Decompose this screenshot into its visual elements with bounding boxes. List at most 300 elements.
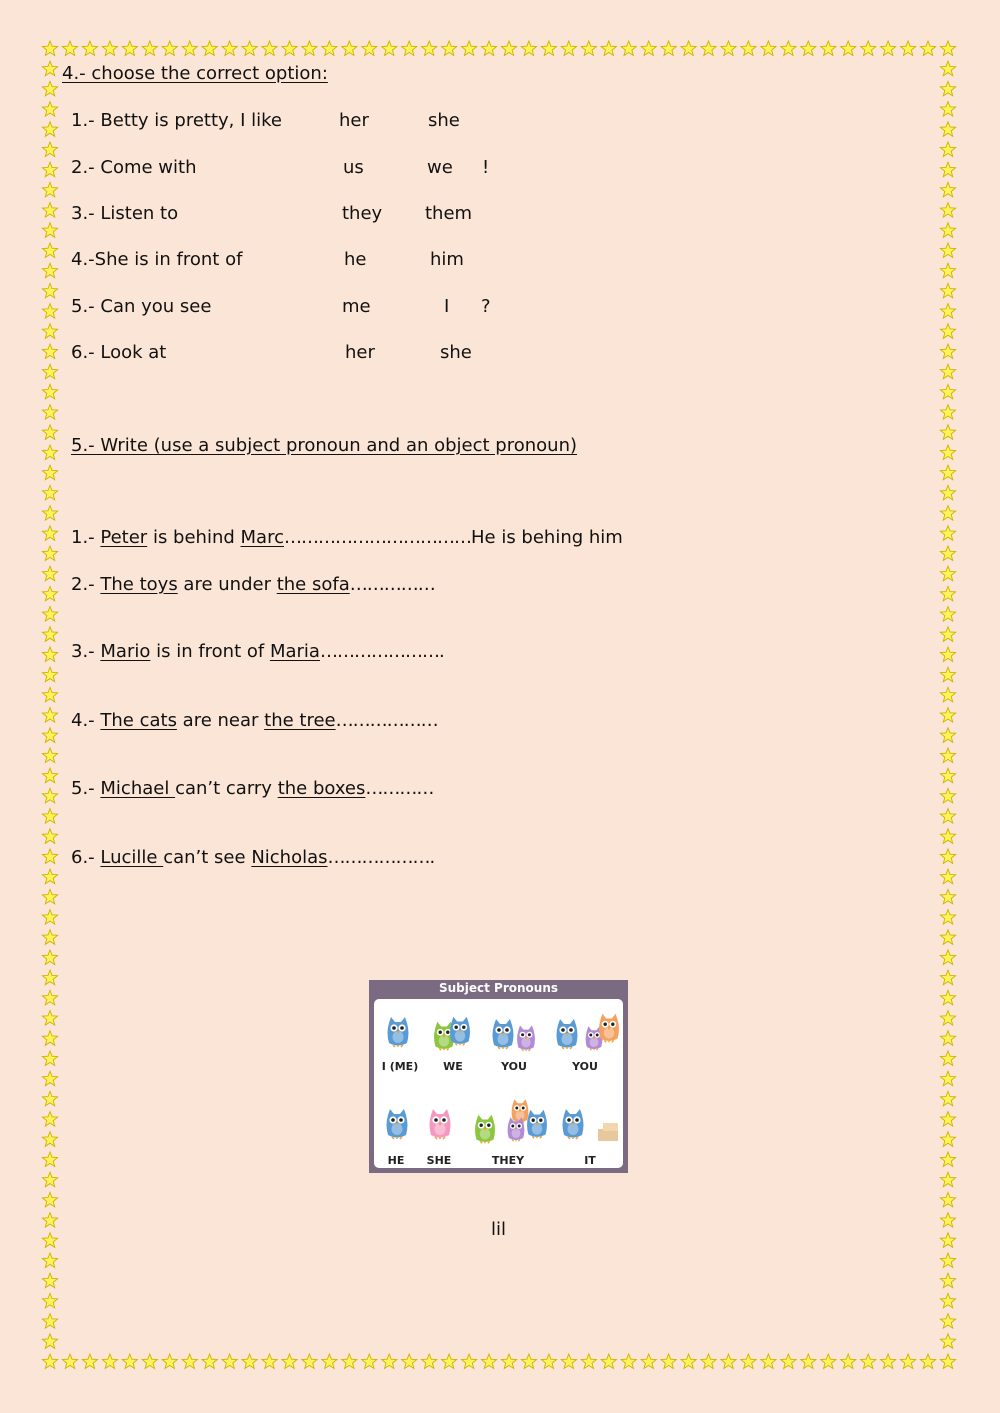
item-middle: is behind (147, 527, 241, 548)
star-icon (42, 1233, 57, 1248)
star-icon (940, 1293, 955, 1308)
subject-phrase: Michael (100, 778, 176, 799)
star-icon (581, 41, 596, 56)
star-icon (561, 1354, 576, 1369)
section5-item (71, 641, 444, 663)
answer-dots[interactable]: ……………… (335, 710, 438, 731)
item-number: 5.- (71, 778, 101, 799)
subject-pronouns-chart (369, 980, 628, 1173)
star-icon (42, 970, 57, 985)
owl-they-icon (475, 1115, 495, 1144)
star-icon (940, 910, 955, 925)
star-icon (42, 445, 57, 460)
star-icon (42, 425, 57, 440)
item-number: 6.- (71, 847, 101, 868)
item-prompt: 3.- Listen to (71, 203, 179, 224)
star-icon (940, 1152, 955, 1167)
section5-item (71, 847, 434, 869)
star-icon (42, 283, 57, 298)
star-icon (42, 708, 57, 723)
star-icon (42, 809, 57, 824)
star-icon (940, 829, 955, 844)
option-1[interactable]: me (342, 296, 371, 317)
star-icon (940, 788, 955, 803)
star-icon (402, 1354, 417, 1369)
star-icon (42, 243, 57, 258)
star-icon (920, 41, 935, 56)
star-icon (162, 1354, 177, 1369)
star-icon (940, 283, 955, 298)
star-icon (122, 1354, 137, 1369)
star-icon (122, 41, 137, 56)
star-icon (781, 1354, 796, 1369)
star-icon (940, 102, 955, 117)
item-middle: are under (177, 574, 277, 595)
option-2[interactable]: I (444, 296, 450, 317)
star-icon (940, 566, 955, 581)
star-icon (940, 506, 955, 520)
subject-phrase: Lucille (100, 847, 164, 868)
star-icon (561, 41, 576, 56)
answer-dots[interactable]: …………………. (319, 641, 444, 662)
option-1[interactable]: us (343, 157, 364, 178)
star-icon (940, 1031, 955, 1046)
star-icon (940, 344, 955, 359)
option-2[interactable]: him (430, 249, 464, 270)
star-icon (202, 41, 217, 56)
star-icon (481, 41, 496, 56)
section5-item (71, 710, 438, 732)
star-icon (62, 41, 77, 56)
star-icon (661, 1354, 676, 1369)
star-icon (42, 566, 57, 581)
pronoun-label: YOU (501, 1060, 527, 1073)
star-icon (801, 41, 816, 56)
star-icon (621, 41, 636, 56)
option-2[interactable]: she (428, 110, 460, 131)
star-icon (42, 768, 57, 783)
star-icon (841, 41, 856, 56)
star-icon (940, 1273, 955, 1288)
object-phrase: Marc (240, 527, 284, 548)
star-icon (940, 364, 955, 379)
star-icon (42, 81, 57, 96)
item-middle: are near (176, 710, 265, 731)
star-icon (42, 344, 57, 359)
item-prompt: 4.-She is in front of (71, 249, 243, 270)
chart-panel (374, 999, 623, 1168)
star-icon (42, 1172, 57, 1187)
star-icon (42, 364, 57, 379)
star-icon (442, 1354, 457, 1369)
star-icon (781, 41, 796, 56)
star-icon (940, 1192, 955, 1207)
star-icon (581, 1354, 596, 1369)
star-icon (262, 41, 277, 56)
star-icon (821, 41, 836, 56)
star-icon (721, 1354, 736, 1369)
star-icon (42, 1293, 57, 1308)
section5-heading: 5.- Write (use a subject pronoun and an object pronoun) (71, 435, 577, 456)
star-icon (262, 1354, 277, 1369)
star-icon (920, 1354, 935, 1369)
item-middle: can’t see (163, 847, 252, 868)
object-phrase: the tree (264, 710, 336, 731)
star-icon (42, 41, 57, 56)
star-icon (42, 687, 57, 702)
star-icon (940, 1071, 955, 1086)
star-icon (641, 41, 656, 56)
star-icon (42, 728, 57, 743)
star-icon (42, 405, 57, 420)
star-icon (940, 647, 955, 662)
star-icon (42, 182, 57, 197)
star-icon (302, 1354, 317, 1369)
star-icon (42, 1334, 57, 1349)
owl-you-icon (493, 1019, 514, 1049)
star-icon (940, 667, 955, 682)
star-icon (42, 1031, 57, 1046)
star-icon (940, 203, 955, 218)
star-icon (242, 1354, 257, 1369)
footer-text: lil (491, 1219, 507, 1240)
option-2[interactable]: them (425, 203, 473, 224)
item-ending: ? (481, 296, 491, 317)
star-icon (142, 41, 157, 56)
star-icon (322, 1354, 337, 1369)
star-icon (681, 41, 696, 56)
star-icon (741, 41, 756, 56)
star-icon (940, 768, 955, 783)
star-icon (940, 384, 955, 399)
star-icon (881, 41, 896, 56)
option-1[interactable]: they (342, 203, 383, 224)
star-icon (142, 1354, 157, 1369)
star-icon (521, 1354, 536, 1369)
pronoun-label: HE (387, 1154, 405, 1167)
star-icon (940, 425, 955, 440)
owl-they-icon (527, 1110, 547, 1139)
star-icon (881, 1354, 896, 1369)
star-icon (42, 61, 57, 75)
object-phrase: Maria (269, 641, 320, 662)
star-icon (42, 485, 57, 500)
item-prompt: 5.- Can you see (71, 296, 212, 317)
star-icon (940, 61, 955, 75)
star-icon (940, 546, 955, 561)
star-icon (940, 465, 955, 480)
star-icon (940, 1233, 955, 1248)
pronoun-label: YOU (572, 1060, 598, 1073)
item-number: 4.- (71, 710, 101, 731)
star-icon (940, 1172, 955, 1187)
star-icon (42, 263, 57, 278)
star-icon (462, 1354, 477, 1369)
answer-dots[interactable]: ………… (365, 778, 434, 799)
star-icon (42, 122, 57, 137)
star-icon (42, 1273, 57, 1288)
option-2[interactable]: we (427, 157, 453, 178)
answer-dots[interactable]: ………………. (327, 847, 435, 868)
star-icon (621, 1354, 636, 1369)
star-icon (182, 1354, 197, 1369)
star-icon (681, 1354, 696, 1369)
answer-text[interactable]: He is behing him (470, 527, 623, 548)
item-prompt: 2.- Come with (71, 157, 197, 178)
pronoun-label: IT (584, 1154, 596, 1167)
item-ending: ! (482, 157, 490, 178)
star-icon (282, 41, 297, 56)
section5-item (71, 527, 623, 549)
owl-i-icon (388, 1017, 409, 1047)
star-icon (402, 41, 417, 56)
star-icon (940, 748, 955, 763)
section4-heading: 4.- choose the correct option: (62, 63, 328, 84)
star-icon (42, 627, 57, 642)
star-icon (42, 667, 57, 682)
pronoun-label: I (ME) (381, 1060, 419, 1073)
star-icon (940, 263, 955, 278)
star-icon (42, 607, 57, 622)
star-icon (501, 1354, 516, 1369)
star-icon (940, 607, 955, 622)
star-icon (940, 586, 955, 601)
star-icon (42, 950, 57, 965)
star-icon (42, 930, 57, 945)
star-icon (861, 1354, 876, 1369)
star-icon (940, 405, 955, 420)
star-icon (861, 41, 876, 56)
star-icon (940, 243, 955, 258)
star-icon (42, 849, 57, 864)
star-icon (761, 1354, 776, 1369)
star-icon (42, 1011, 57, 1026)
star-icon (940, 142, 955, 157)
star-icon (102, 41, 117, 56)
star-icon (940, 930, 955, 945)
star-icon (801, 1354, 816, 1369)
answer-dots: …………………………… (283, 527, 471, 548)
star-icon (940, 1354, 955, 1369)
item-number: 1.- (71, 527, 101, 548)
star-icon (940, 889, 955, 904)
section5-item (71, 778, 433, 800)
star-icon (362, 1354, 377, 1369)
star-icon (940, 1314, 955, 1329)
star-icon (940, 526, 955, 541)
star-icon (62, 1354, 77, 1369)
star-icon (42, 324, 57, 339)
star-icon (42, 586, 57, 601)
star-icon (362, 41, 377, 56)
star-icon (422, 1354, 437, 1369)
star-icon (242, 41, 257, 56)
star-icon (42, 506, 57, 520)
pronoun-label: THEY (491, 1154, 525, 1167)
star-icon (761, 41, 776, 56)
star-icon (940, 324, 955, 339)
star-icon (342, 1354, 357, 1369)
star-icon (701, 41, 716, 56)
star-icon (940, 627, 955, 642)
star-icon (42, 990, 57, 1005)
star-icon (42, 102, 57, 117)
owl-he-icon (387, 1109, 408, 1139)
star-icon (42, 748, 57, 763)
star-icon (821, 1354, 836, 1369)
owl-you-icon (517, 1025, 535, 1051)
star-icon (42, 647, 57, 662)
star-icon (940, 849, 955, 864)
star-icon (222, 41, 237, 56)
star-icon (940, 687, 955, 702)
item-number: 2.- (71, 574, 101, 595)
star-icon (42, 203, 57, 218)
star-icon (721, 41, 736, 56)
item-prompt: 6.- Look at (71, 342, 167, 363)
star-icon (42, 1112, 57, 1127)
star-icon (940, 81, 955, 96)
option-1[interactable]: he (344, 249, 367, 270)
star-icon (42, 1132, 57, 1147)
star-icon (940, 1051, 955, 1066)
star-icon (601, 41, 616, 56)
star-icon (382, 41, 397, 56)
star-icon (42, 304, 57, 319)
star-icon (940, 41, 955, 56)
star-icon (42, 788, 57, 803)
star-icon (741, 1354, 756, 1369)
star-icon (940, 1112, 955, 1127)
pronoun-label: WE (443, 1060, 463, 1073)
object-phrase: the boxes (277, 778, 366, 799)
star-icon (322, 41, 337, 56)
star-icon (940, 1091, 955, 1106)
star-icon (42, 1213, 57, 1228)
star-icon (940, 122, 955, 137)
star-icon (940, 728, 955, 743)
star-icon (42, 384, 57, 399)
star-icon (42, 162, 57, 177)
star-icon (940, 708, 955, 723)
owl-we-icon (450, 1017, 470, 1046)
star-icon (940, 223, 955, 238)
star-icon (82, 1354, 97, 1369)
star-icon (42, 1192, 57, 1207)
star-icon (42, 526, 57, 541)
star-icon (940, 1132, 955, 1147)
star-icon (940, 1253, 955, 1268)
star-icon (162, 41, 177, 56)
star-icon (42, 142, 57, 157)
star-icon (422, 41, 437, 56)
object-phrase: the sofa (276, 574, 350, 595)
section5-item (71, 574, 435, 596)
star-icon (901, 1354, 916, 1369)
object-phrase: Nicholas (251, 847, 328, 868)
subject-phrase: Mario (100, 641, 151, 662)
star-icon (901, 41, 916, 56)
subject-phrase: The cats (100, 710, 177, 731)
star-icon (42, 869, 57, 884)
star-icon (42, 465, 57, 480)
star-icon (940, 485, 955, 500)
star-icon (940, 809, 955, 824)
item-prompt: 1.- Betty is pretty, I like (71, 110, 283, 131)
star-icon (42, 889, 57, 904)
star-icon (541, 41, 556, 56)
star-icon (342, 41, 357, 56)
star-icon (42, 910, 57, 925)
pronoun-label: SHE (426, 1154, 452, 1167)
box-icon (598, 1123, 618, 1141)
star-icon (701, 1354, 716, 1369)
star-icon (940, 162, 955, 177)
star-icon (82, 41, 97, 56)
option-1[interactable]: her (339, 110, 369, 131)
option-2[interactable]: she (440, 342, 472, 363)
star-icon (382, 1354, 397, 1369)
star-icon (42, 1051, 57, 1066)
star-icon (42, 1071, 57, 1086)
answer-dots[interactable]: …………… (349, 574, 435, 595)
star-icon (222, 1354, 237, 1369)
star-icon (940, 445, 955, 460)
star-icon (940, 304, 955, 319)
star-icon (940, 970, 955, 985)
star-icon (42, 1314, 57, 1329)
item-middle: can’t carry (175, 778, 278, 799)
star-icon (282, 1354, 297, 1369)
star-icon (182, 41, 197, 56)
option-1[interactable]: her (345, 342, 375, 363)
star-icon (940, 869, 955, 884)
owl-it-icon (563, 1109, 584, 1139)
star-icon (42, 1253, 57, 1268)
star-icon (541, 1354, 556, 1369)
star-icon (42, 1091, 57, 1106)
owl-she-icon (430, 1109, 451, 1139)
star-icon (42, 546, 57, 561)
owl-you-icon (557, 1019, 578, 1049)
star-icon (42, 829, 57, 844)
subject-phrase: The toys (100, 574, 178, 595)
star-icon (462, 41, 477, 56)
star-icon (661, 41, 676, 56)
star-icon (42, 1354, 57, 1369)
chart-title: Subject Pronouns (438, 981, 559, 995)
star-icon (481, 1354, 496, 1369)
subject-phrase: Peter (100, 527, 148, 548)
star-icon (940, 1011, 955, 1026)
star-icon (442, 41, 457, 56)
star-icon (841, 1354, 856, 1369)
owl-illustrations (374, 999, 623, 1168)
item-number: 3.- (71, 641, 101, 662)
star-icon (641, 1354, 656, 1369)
star-icon (940, 950, 955, 965)
item-middle: is in front of (150, 641, 270, 662)
star-icon (302, 41, 317, 56)
owl-you-icon (599, 1014, 619, 1043)
star-icon (102, 1354, 117, 1369)
star-icon (42, 223, 57, 238)
star-icon (940, 182, 955, 197)
star-icon (940, 1334, 955, 1349)
star-icon (42, 1152, 57, 1167)
star-icon (501, 41, 516, 56)
star-icon (940, 1213, 955, 1228)
